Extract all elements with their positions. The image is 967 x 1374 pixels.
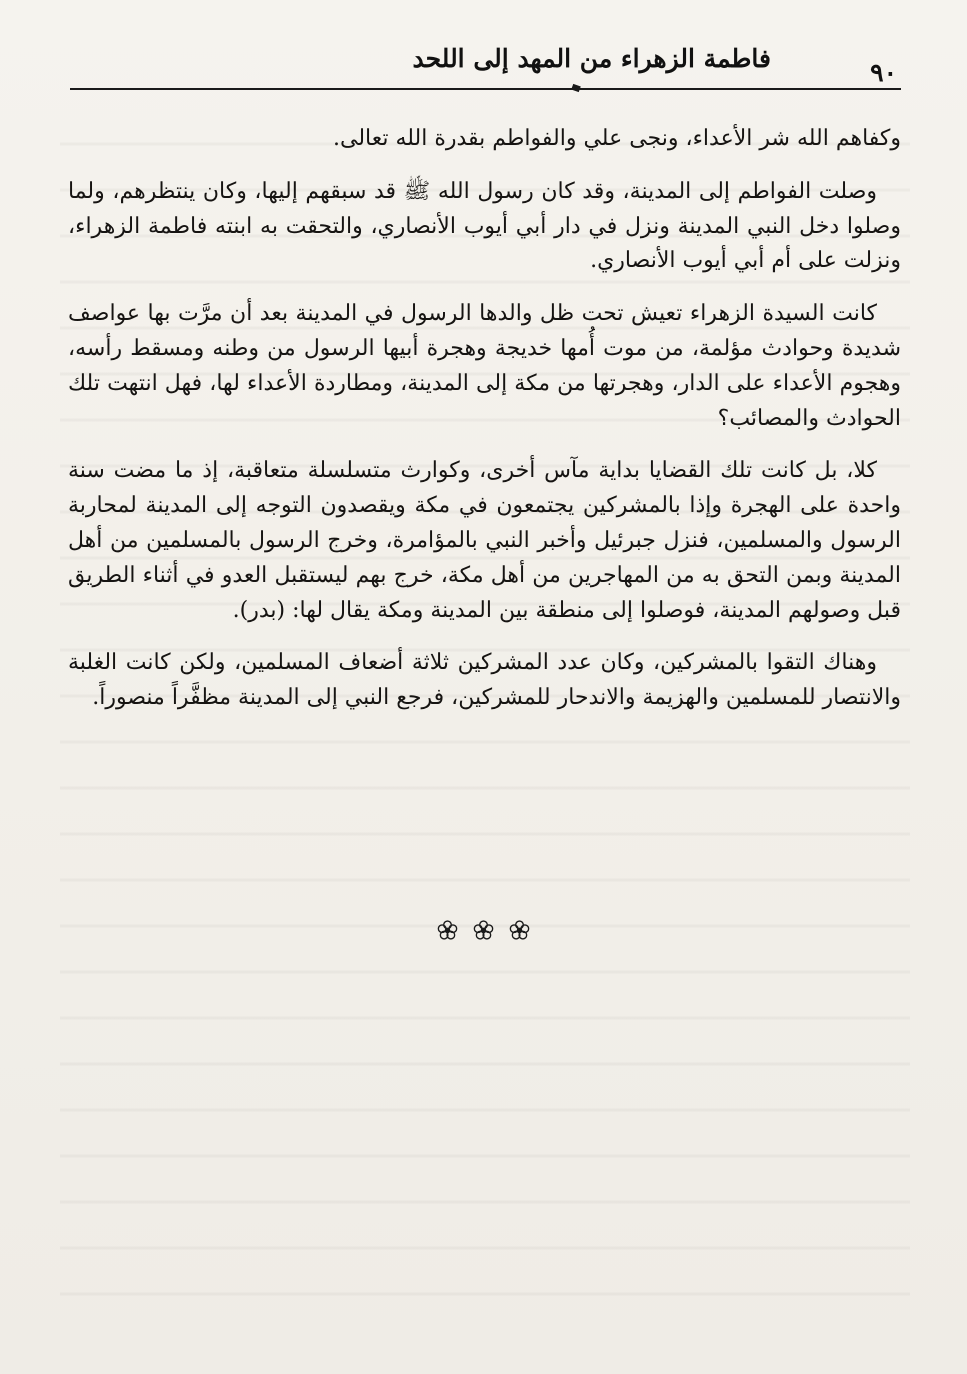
paragraph-5: وهناك التقوا بالمشركين، وكان عدد المشركين ثلاثة أضعاف المسلمين، ولكن كانت الغلبة والانتصار للمسلمين والهزيمة والاندحار للمشركين، فرجع النبي إلى المدينة مظفَّراً منصوراً. xyxy=(68,650,901,711)
section-divider-ornaments xyxy=(0,920,967,941)
running-title: فاطمة الزهراء من المهد إلى اللحد xyxy=(412,44,771,73)
flower-ornament-icon xyxy=(509,920,530,941)
paragraph-2: وصلت الفواطم إلى المدينة، وقد كان رسول الله ﷺ قد سبقهم إليها، وكان ينتظرهم، ولما وصلوا دخل النبي المدينة ونزل في دار أبي أيوب الأنصاري، والتحقت به ابنته فاطمة الزهراء، ونزلت على أم أبي أيوب الأنصاري. xyxy=(68,178,901,274)
page-number: ٩٠ xyxy=(870,58,897,87)
flower-ornament-icon xyxy=(437,920,458,941)
paragraph-4: كلا، بل كانت تلك القضايا بداية مآس أخرى، وكوارث متسلسلة متعاقبة، إذ ما مضت سنة واحدة على الهجرة وإذا بالمشركين يجتمعون في مكة ويقصدون التوجه إلى المدينة لمحاربة الرسول والمسلمين، فنزل جبرئيل وأخبر النبي بالمؤامرة، وخرج الرسول بالمسلمين من أهل المدينة وبمن التحق به من المهاجرين من أهل مكة، خرج بهم ليستقبل العدو في أثناء الطريق قبل وصولهم المدينة، فوصلوا إلى منطقة بين المدينة ومكة يقال لها: (بدر). xyxy=(68,458,901,623)
paragraph-1: وكفاهم الله شر الأعداء، ونجى علي والفواطم بقدرة الله تعالى. xyxy=(332,126,901,151)
flower-ornament-icon xyxy=(473,920,494,941)
header-rule-mark xyxy=(571,84,581,92)
body-text xyxy=(68,122,901,728)
page-header xyxy=(70,40,901,96)
header-rule xyxy=(70,88,901,90)
paragraph-3: كانت السيدة الزهراء تعيش تحت ظل والدها الرسول في المدينة بعد أن مرَّت بها عواصف شديدة وحوادث مؤلمة، من موت أُمها خديجة وهجرة أبيها الرسول من وطنه ومسقط رأسه، وهجوم الأعداء على الدار، وهجرتها من مكة إلى المدينة، ومطاردة الأعداء لها، فهل انتهت تلك الحوادث والمصائب؟ xyxy=(68,301,901,431)
